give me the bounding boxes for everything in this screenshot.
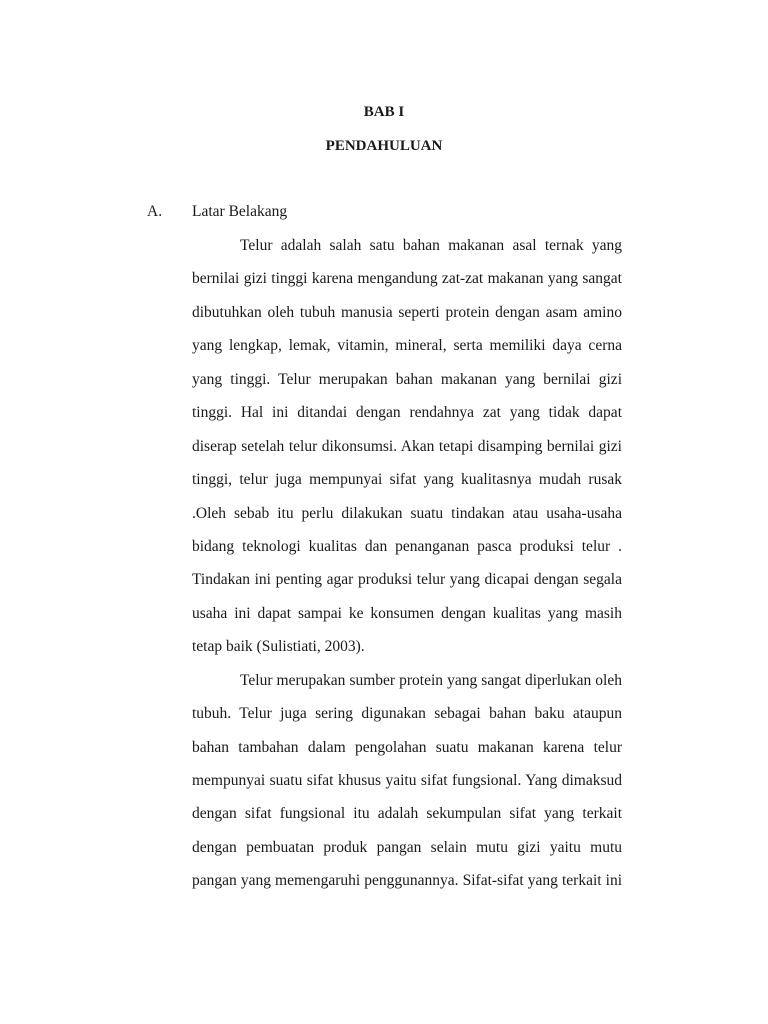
text-line: Telur merupakan sumber protein yang sangat diperlukan oleh [240,671,622,689]
text-line: yang tinggi. Telur merupakan bahan makanan yang bernilai gizi [192,370,622,388]
text-line: mempunyai suatu sifat khusus yaitu sifat fungsional. Yang dimaksud [192,772,622,789]
section-heading [147,202,287,222]
text-line: dibutuhkan oleh tubuh manusia seperti protein dengan asam amino [192,303,622,321]
text-line: dengan pembuatan produk pangan selain mutu gizi yaitu mutu [192,838,622,856]
text-line: tetap baik (Sulistiati, 2003). [192,638,365,656]
text-line: tinggi. Hal ini ditandai dengan rendahnya zat yang tidak dapat [192,404,622,422]
text-line: tubuh. Telur juga sering digunakan sebagai bahan baku ataupun [192,705,622,723]
text-line: yang lengkap, lemak, vitamin, mineral, serta memiliki daya cerna [192,337,622,355]
paragraph [192,229,622,664]
text-line: Telur adalah salah satu bahan makanan asal ternak yang [240,237,622,254]
text-line: usaha ini dapat sampai ke konsumen dengan kualitas yang masih [192,604,622,622]
body-text [192,229,622,898]
section-label: Latar Belakang [192,203,288,220]
paragraph [192,664,622,898]
text-line: .Oleh sebab itu perlu dilakukan suatu tindakan atau usaha-usaha [192,504,622,522]
text-line: bahan tambahan dalam pengolahan suatu makanan karena telur [192,738,622,756]
text-line: tinggi, telur juga mempunyai sifat yang kualitasnya mudah rusak [192,471,622,489]
text-line: diserap setelah telur dikonsumsi. Akan tetapi disamping bernilai gizi [192,437,622,455]
text-line: dengan sifat fungsional itu adalah sekumpulan sifat yang terkait [192,805,622,823]
section-number: A. [147,203,163,220]
text-line: bidang teknologi kualitas dan penanganan pasca produksi telur . [192,537,622,555]
chapter-title: PENDAHULUAN [325,138,443,154]
text-line: bernilai gizi tinggi karena mengandung zat-zat makanan yang sangat [192,270,622,288]
text-line: Tindakan ini penting agar produksi telur yang dicapai dengan segala [192,571,622,589]
text-line: pangan yang memengaruhi penggunannya. Sifat-sifat yang terkait ini [192,872,622,890]
chapter-heading: BAB I [363,104,405,120]
